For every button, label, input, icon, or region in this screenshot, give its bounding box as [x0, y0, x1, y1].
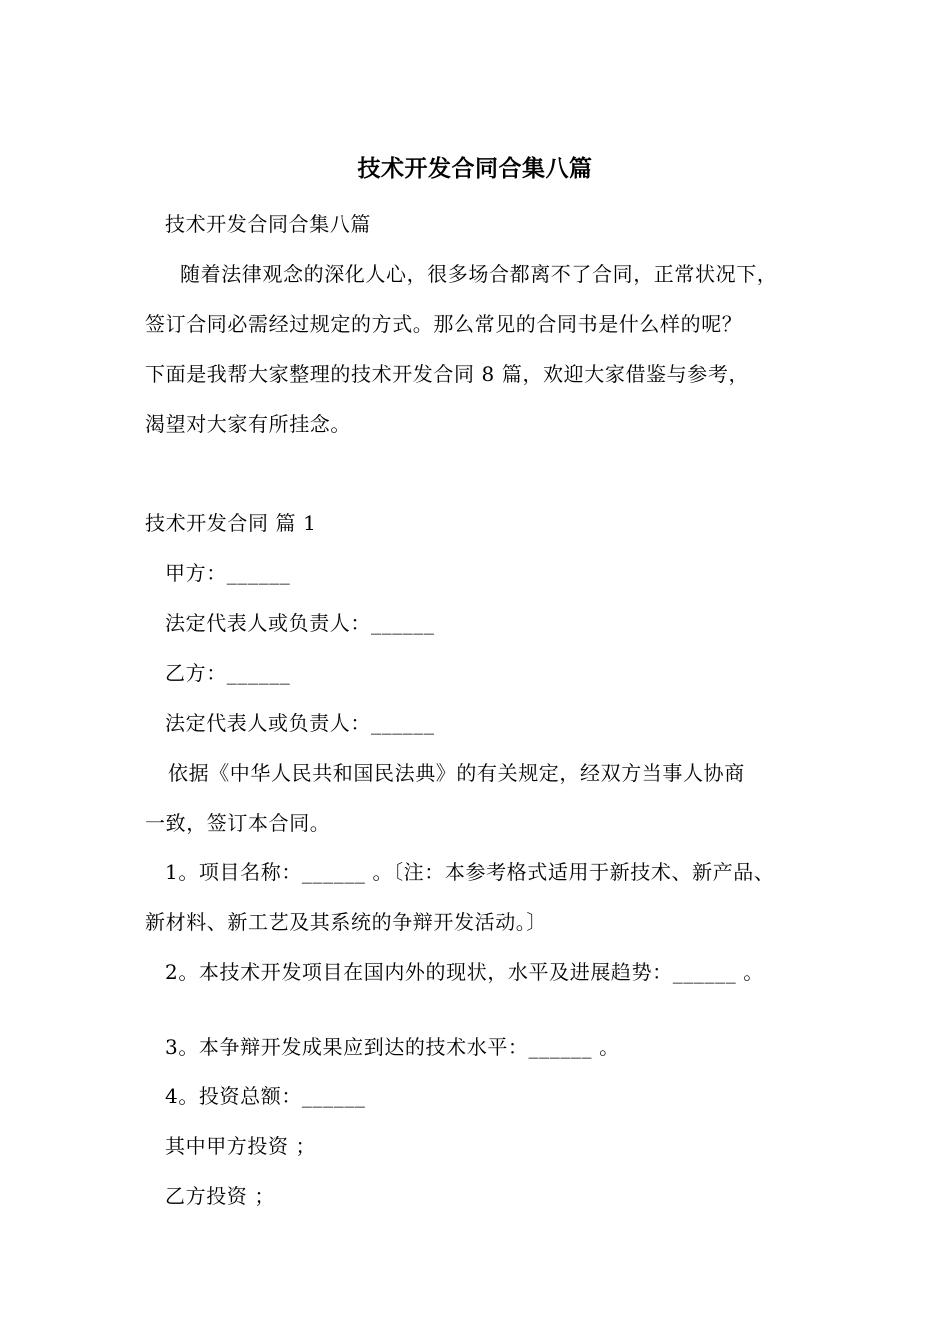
clause-1-line-2: 新材料、新工艺及其系统的争辩开发活动。〕 [145, 910, 547, 934]
clause-4-party-b-investment: 乙方投资 ； [165, 1184, 275, 1208]
document-subtitle: 技术开发合同合集八篇 [165, 212, 371, 236]
party-b-representative-field: 法定代表人或负责人：______ [165, 711, 435, 735]
section-heading: 技术开发合同 篇 1 [145, 511, 317, 535]
clause-3: 3。本争辩开发成果应到达的技术水平：______ 。 [165, 1035, 620, 1059]
intro-line-1: 随着法律观念的深化人心，很多场合都离不了合同，正常状况下， [180, 262, 778, 286]
intro-line-3: 下面是我帮大家整理的技术开发合同 8 篇，欢迎大家借鉴与参考， [145, 362, 750, 386]
party-a-field: 甲方：______ [165, 561, 291, 585]
intro-line-2: 签订合同必需经过规定的方式。那么常见的合同书是什么样的呢？ [145, 312, 743, 336]
party-b-field: 乙方：______ [165, 661, 291, 685]
clause-4: 4。投资总额：______ [165, 1084, 366, 1108]
preamble-line-1: 依据《中华人民共和国民法典》的有关规定，经双方当事人协商 [168, 761, 745, 785]
clause-4-party-a-investment: 其中甲方投资 ； [165, 1134, 317, 1158]
document-title: 技术开发合同合集八篇 [357, 156, 593, 182]
intro-line-4: 渴望对大家有所挂念。 [145, 412, 351, 436]
party-a-representative-field: 法定代表人或负责人：______ [165, 611, 435, 635]
clause-1-line-1: 1。项目名称：______ 。〔注：本参考格式适用于新技术、新产品、 [165, 860, 775, 884]
preamble-line-2: 一致，签订本合同。 [145, 811, 331, 835]
clause-2: 2。本技术开发项目在国内外的现状，水平及进展趋势：______ 。 [165, 960, 764, 984]
